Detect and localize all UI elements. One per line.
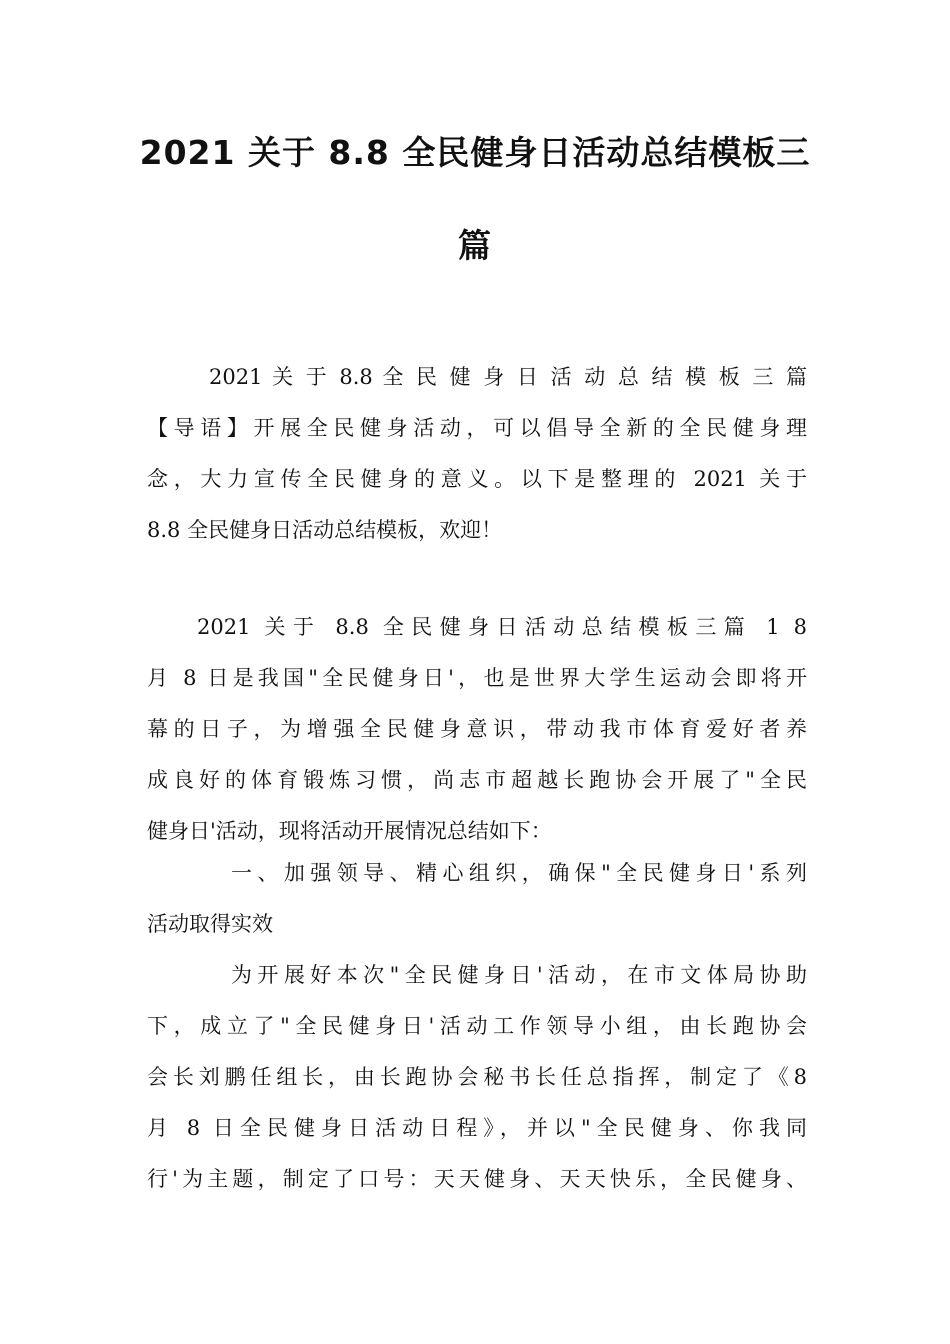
section-heading-paragraph — [147, 848, 807, 950]
text-line: 一、加强领导、精心组织，确保"全民健身日'系列 — [231, 861, 807, 885]
text-line: 健身日'活动，现将活动开展情况总结如下： — [147, 819, 552, 843]
body-paragraph — [147, 950, 807, 1205]
text-line: 念，大力宣传全民健身的意义。以下是整理的 2021 关于 — [147, 467, 807, 491]
text-line: 会长刘鹏任组长，由长跑协会秘书长任总指挥，制定了《8 — [147, 1065, 807, 1089]
text-line: 成良好的体育锻炼习惯，尚志市超越长跑协会开展了"全民 — [147, 768, 807, 792]
document-title-line1: 2021 关于 8.8 全民健身日活动总结模板三 — [139, 133, 811, 172]
section-intro-paragraph — [147, 602, 807, 857]
text-line: 【导语】开展全民健身活动，可以倡导全新的全民健身理 — [147, 416, 807, 440]
text-line: 行'为主题，制定了口号：天天健身、天天快乐，全民健身、 — [147, 1167, 807, 1191]
text-line: 下，成立了"全民健身日'活动工作领导小组，由长跑协会 — [147, 1014, 807, 1038]
text-line: 2021 关于 8.8 全民健身日活动总结模板三篇 1 8 — [197, 615, 807, 639]
intro-paragraph — [147, 352, 807, 556]
text-line: 月 8 日全民健身日活动日程》，并以"全民健身、你我同 — [147, 1116, 807, 1140]
text-line: 活动取得实效 — [147, 912, 273, 936]
text-line: 为开展好本次"全民健身日'活动，在市文体局协助 — [231, 963, 807, 987]
text-line: 2021 关 于 8.8 全 民 健 身 日 活 动 总 结 模 板 三 篇 — [209, 365, 807, 389]
text-line: 月 8 日是我国"全民健身日'，也是世界大学生运动会即将开 — [147, 666, 807, 690]
text-line: 8.8 全民健身日活动总结模板，欢迎！ — [147, 518, 503, 542]
text-line: 幕的日子，为增强全民健身意识，带动我市体育爱好者养 — [147, 717, 807, 741]
document-title-line2: 篇 — [458, 226, 492, 265]
